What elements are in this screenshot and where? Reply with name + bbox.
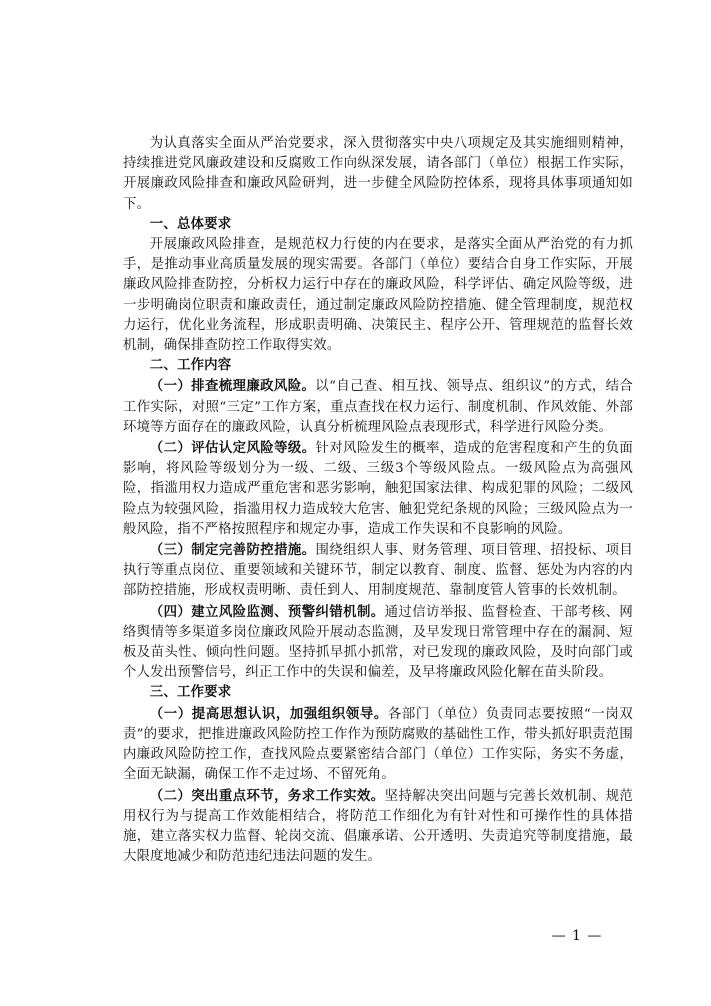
section-heading-work-content: 二、工作内容 (149, 358, 232, 374)
work-content-paragraph-2 (123, 438, 633, 540)
work-requirements-lead-1: （一）提高思想认识，加强组织领导。 (149, 705, 388, 722)
work-requirements-lead-2: （二）突出重点环节，务求工作实效。 (149, 787, 385, 804)
work-content-lead-4: （四）建立风险监测、预警纠错机制。 (149, 603, 385, 620)
work-content-paragraph-1 (123, 376, 633, 438)
section-heading-general-requirements: 一、总体要求 (149, 216, 232, 232)
work-content-text-3: 围绕组织人事、财务管理、项目管理、招投标、项目执行等重点岗位、重要领域和关键环节，制定以教育、制度、监督、惩处为内容的内部防控措施，形成权责明晰、责任到人、用制度规范、靠制度管人管事的长效机制。 (123, 543, 633, 599)
page-number: — 1 — (551, 928, 603, 944)
work-requirements-text-2: 坚持解决突出问题与完善长效机制、规范用权行为与提高工作效能相结合，将防范工作细化为有针对性和可操作性的具体措施，建立落实权力监督、轮岗交流、倡廉承诺、公开透明、失责追究等制度措施，最大限度地减少和防范违纪违法问题的发生。 (123, 788, 633, 865)
intro-paragraph: 为认真落实全面从严治党要求，深入贯彻落实中央八项规定及其实施细则精神，持续推进党风廉政建设和反腐败工作向纵深发展，请各部门（单位）根据工作实际，开展廉政风险排查和廉政风险研判，进一步健全风险防控体系，现将具体事项通知如下。 (123, 136, 633, 212)
general-requirements-paragraph: 开展廉政风险排查，是规范权力行使的内在要求，是落实全面从严治党的有力抓手，是推动事业高质量发展的现实需要。各部门（单位）要结合自身工作实际，开展廉政风险排查防控，分析权力运行中存在的廉政风险，科学评估、确定风险等级，进一步明确岗位职责和廉政责任，通过制定廉政风险防控措施、健全管理制度，规范权力运行，优化业务流程，形成职责明确、决策民主、程序公开、管理规范的监督长效机制，确保排查防控工作取得实效。 (123, 237, 633, 354)
work-requirements-paragraph-1 (123, 704, 633, 786)
document-body (123, 134, 633, 867)
work-content-paragraph-3 (123, 540, 633, 602)
work-content-lead-1: （一）排查梳理廉政风险。 (149, 378, 316, 395)
section-heading-work-requirements: 三、工作要求 (149, 685, 232, 701)
work-content-lead-2: （二）评估认定风险等级。 (149, 440, 316, 457)
work-requirements-paragraph-2 (123, 786, 633, 868)
work-content-text-2: 针对风险发生的概率，造成的危害程度和产生的负面影响，将风险等级划分为一级、二级、三级3个等级风险点。一级风险点为高强风险，指滥用权力造成严重危害和恶劣影响，触犯国家法律、构成犯罪的风险；二级风险点为较强风险，指滥用权力造成较大危害、触犯党纪条规的风险；三级风险点为一般风险，指不严格按照程序和规定办事，造成工作失误和不良影响的风险。 (123, 441, 633, 537)
work-content-text-4: 通过信访举报、监督检查、干部考核、网络舆情等多渠道多岗位廉政风险开展动态监测，及早发现日常管理中存在的漏洞、短板及苗头性、倾向性问题。坚持抓早抓小抓常，对已发现的廉政风险，及时向部门或个人发出预警信号，纠正工作中的失误和偏差，及早将廉政风险化解在苗头阶段。 (123, 604, 633, 681)
work-content-text-1: 以“自己查、相互找、领导点、组织议”的方式，结合工作实际，对照“三定”工作方案，重点查找在权力运行、制度机制、作风效能、外部环境等方面存在的廉政风险，认真分析梳理风险点表现形式，科学进行风险分类。 (123, 379, 633, 435)
work-requirements-text-1: 各部门（单位）负责同志要按照“一岗双责”的要求，把推进廉政风险防控工作作为预防腐败的基础性工作，带头抓好职责范围内廉政风险防控工作，查找风险点要紧密结合部门（单位）工作实际，务实不务虚，全面无缺漏，确保工作不走过场、不留死角。 (123, 706, 633, 783)
work-content-lead-3: （三）制定完善防控措施。 (149, 542, 316, 559)
work-content-paragraph-4 (123, 602, 633, 684)
